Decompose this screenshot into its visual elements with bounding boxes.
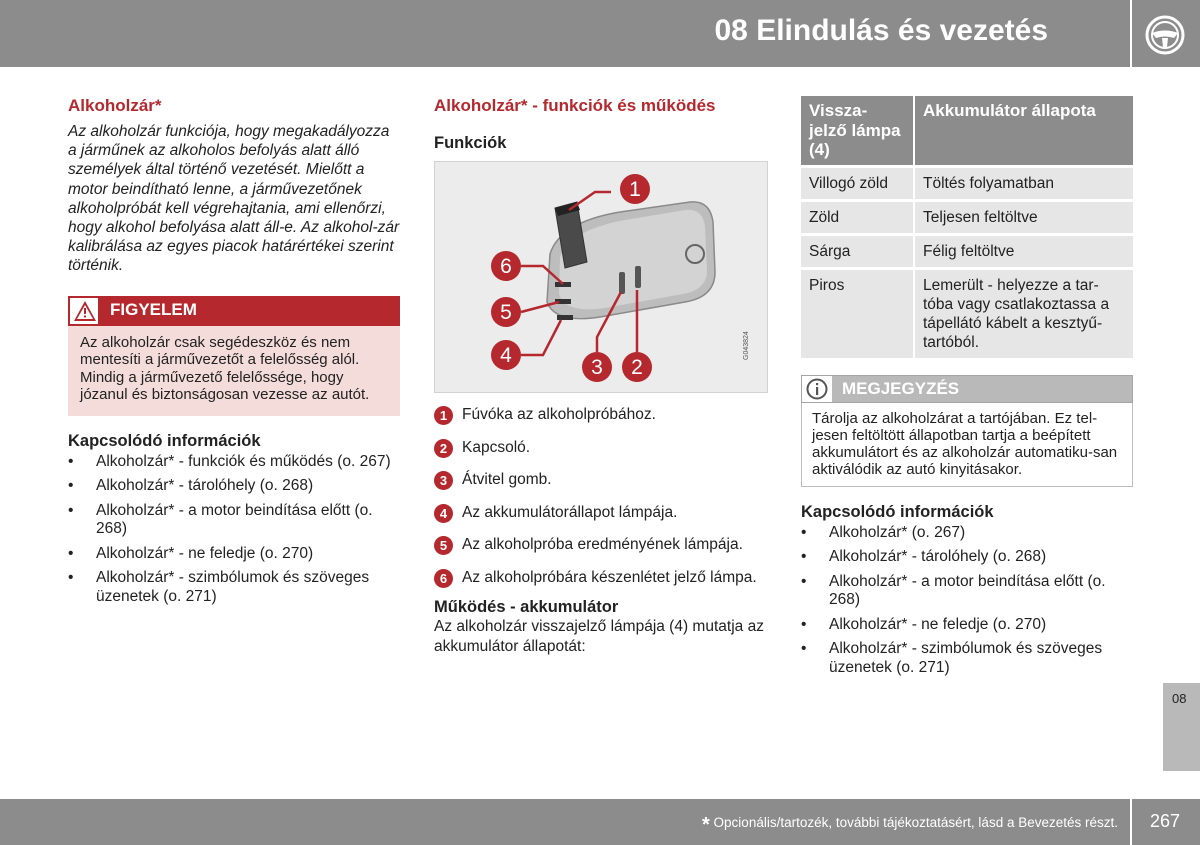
related-link[interactable]: • Alkoholzár* - a motor beindítása előtt (o. 268) xyxy=(68,502,402,539)
related-link[interactable]: • Alkoholzár* - ne feledje (o. 270) xyxy=(68,545,402,564)
asterisk: * xyxy=(701,814,710,836)
svg-text:4: 4 xyxy=(500,344,512,367)
chapter-number: 08 xyxy=(1172,691,1187,706)
column-right xyxy=(801,96,1133,683)
table-row xyxy=(801,168,1133,199)
chapter-title: 08 Elindulás és vezetés xyxy=(714,14,1048,47)
warning-triangle-icon xyxy=(73,300,97,322)
number-badge: 3 xyxy=(434,471,453,490)
note-text: Tárolja az alkoholzárat a tartójában. Ez tel-jesen feltöltött állapotban tartja a beépített akkumulátort és az alkoholzár automatiku-san aktiválódik az autó kinyitásakor. xyxy=(801,403,1133,487)
callout-5 xyxy=(491,297,521,327)
operation-text: Az alkoholzár visszajelző lámpája (4) mutatja az akkumulátor állapotát: xyxy=(434,618,764,655)
table-cell: Lemerült - helyezze a tar-tóba vagy csatlakoztassa a tápellátó kábelt a kesztyű-tartóból. xyxy=(913,270,1133,358)
column-left xyxy=(68,96,402,612)
number-badge: 2 xyxy=(434,439,453,458)
table-cell: Villogó zöld xyxy=(801,168,913,199)
number-badge: 5 xyxy=(434,536,453,555)
callout-3 xyxy=(582,352,612,382)
page-number: 267 xyxy=(1150,811,1181,831)
column-middle xyxy=(434,96,770,656)
table-cell: Zöld xyxy=(801,202,913,233)
number-badge: 1 xyxy=(434,406,453,425)
number-badge: 6 xyxy=(434,569,453,588)
note-header xyxy=(801,375,1133,403)
callout-2 xyxy=(622,352,652,382)
info-icon xyxy=(806,378,828,400)
note-title: MEGJEGYZÉS xyxy=(842,378,960,398)
warning-text: Az alkoholzár csak segédeszköz és nem mentesíti a járművezetőt a felelősség alól. Mindig a járművezető felelőssége, hogy józanul és biztonságosan vezesse az autót. xyxy=(68,326,400,416)
function-item: 5 Az alkoholpróba eredményének lámpája. xyxy=(434,535,770,555)
function-item: 4 Az akkumulátorállapot lámpája. xyxy=(434,503,770,523)
related-list xyxy=(801,524,1133,678)
related-link[interactable]: • Alkoholzár* (o. 267) xyxy=(801,524,1133,543)
related-link[interactable]: • Alkoholzár* - tárolóhely (o. 268) xyxy=(68,477,402,496)
function-item: 6 Az alkoholpróbára készenlétet jelző lámpa. xyxy=(434,568,770,588)
table-cell: Teljesen feltöltve xyxy=(913,202,1133,233)
function-item: 1 Fúvóka az alkoholpróbához. xyxy=(434,405,770,425)
related-link[interactable]: • Alkoholzár* - a motor beindítása előtt (o. 268) xyxy=(801,573,1133,610)
related-link[interactable]: • Alkoholzár* - szimbólumok és szöveges üzenetek (o. 271) xyxy=(801,640,1133,677)
note-box xyxy=(801,375,1133,487)
page-number-box xyxy=(1132,799,1200,845)
callout-4 xyxy=(491,340,521,370)
related-link[interactable]: • Alkoholzár* - funkciók és működés (o. 267) xyxy=(68,453,402,472)
callout-6 xyxy=(491,251,521,281)
related-heading: Kapcsolódó információk xyxy=(68,431,261,450)
related-list xyxy=(68,453,402,607)
table-row xyxy=(801,236,1133,267)
callout-1 xyxy=(620,174,650,204)
warning-header xyxy=(68,296,400,326)
table-row xyxy=(801,202,1133,233)
chapter-icon-box xyxy=(1132,0,1200,67)
table-cell: Töltés folyamatban xyxy=(913,168,1133,199)
chapter-side-tab xyxy=(1163,683,1200,771)
warning-box xyxy=(68,296,400,416)
svg-text:5: 5 xyxy=(500,301,512,324)
breathalyzer-illustration xyxy=(434,161,768,393)
function-item: 2 Kapcsoló. xyxy=(434,438,770,458)
intro-paragraph: Az alkoholzár funkciója, hogy megakadályozza a járműnek az alkoholos befolyás alatt álló személyek által történő vezetését. Mielőtt a motor beindítható lenne, a járművezetőnek alkoholpróbát kell végrehajtania, ami ellenőrzi, hogy alkohol befolyása alatt áll-e. Az alkohol-zár kalibrálása az egyes piacok határértékei szerint történik. xyxy=(68,123,400,275)
section-heading: Alkoholzár* - funkciók és működés xyxy=(434,96,716,115)
function-item: 3 Átvitel gomb. xyxy=(434,470,770,490)
svg-text:3: 3 xyxy=(591,356,603,379)
breathalyzer-drawing xyxy=(435,162,769,394)
figure-code: G043824 xyxy=(743,331,750,360)
related-link[interactable]: • Alkoholzár* - ne feledje (o. 270) xyxy=(801,616,1133,635)
function-list xyxy=(434,405,770,587)
operation-heading: Működés - akkumulátor xyxy=(434,598,619,616)
table-cell: Piros xyxy=(801,270,913,358)
functions-heading: Funkciók xyxy=(434,134,507,152)
svg-text:2: 2 xyxy=(631,356,643,379)
svg-text:1: 1 xyxy=(629,178,641,201)
related-heading: Kapcsolódó információk xyxy=(801,502,994,521)
footer-bar xyxy=(0,799,1130,845)
related-link[interactable]: • Alkoholzár* - szimbólumok és szöveges üzenetek (o. 271) xyxy=(68,569,402,606)
number-badge: 4 xyxy=(434,504,453,523)
warning-title: FIGYELEM xyxy=(110,299,197,319)
section-heading: Alkoholzár* xyxy=(68,96,162,115)
svg-text:6: 6 xyxy=(500,255,512,278)
battery-status-table xyxy=(801,93,1133,361)
footer-note: * Opcionális/tartozék, további tájékoztatásért, lásd a Bevezetés részt. xyxy=(701,814,1118,836)
related-link[interactable]: • Alkoholzár* - tárolóhely (o. 268) xyxy=(801,548,1133,567)
table-cell: Sárga xyxy=(801,236,913,267)
table-row xyxy=(801,270,1133,358)
table-header: Vissza-jelző lámpa (4) xyxy=(801,96,913,165)
table-cell: Félig feltöltve xyxy=(913,236,1133,267)
chapter-header xyxy=(0,0,1130,67)
table-header: Akkumulátor állapota xyxy=(913,96,1133,165)
steering-wheel-icon xyxy=(1144,14,1186,56)
